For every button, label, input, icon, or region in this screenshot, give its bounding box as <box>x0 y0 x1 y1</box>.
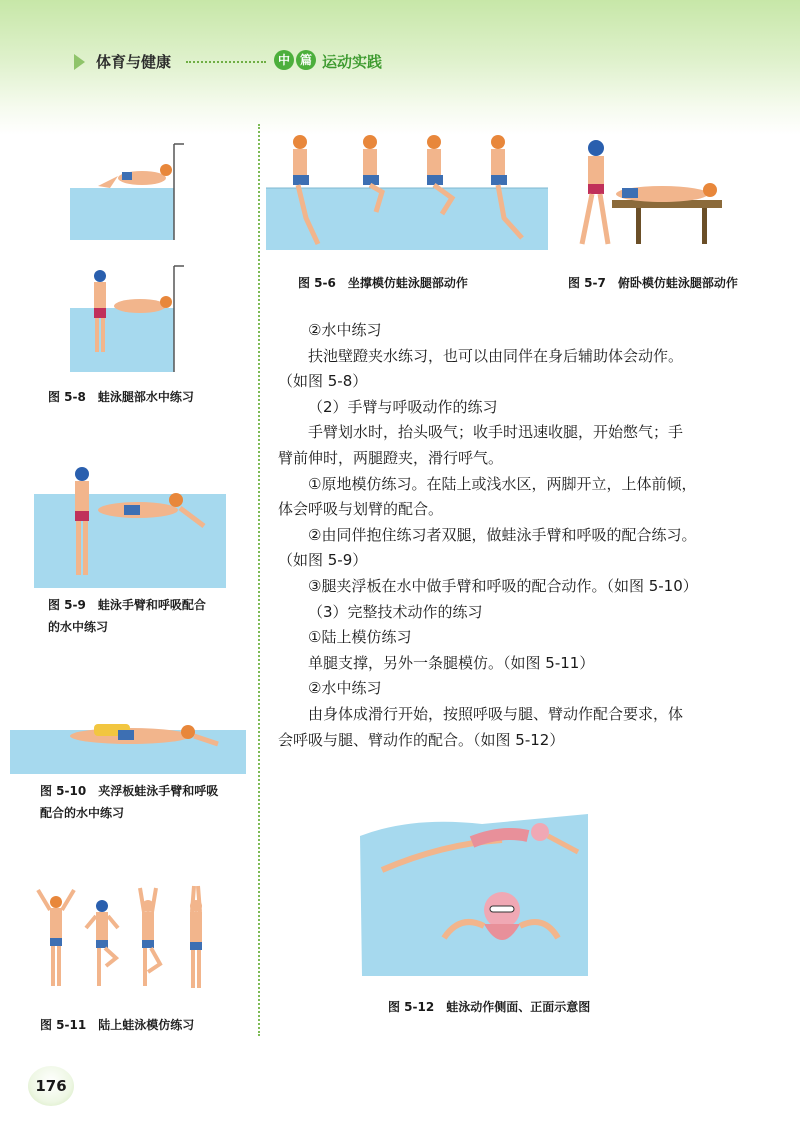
figure-5-6-illustration <box>266 128 548 250</box>
figure-5-11-illustration <box>34 884 230 1000</box>
paragraph: 由身体成滑行开始，按照呼吸与腿、臂动作配合要求，体 <box>308 704 684 723</box>
paragraph: ③腿夹浮板在水中做手臂和呼吸的配合动作。（如图 5-10） <box>308 576 698 595</box>
paragraph: 体会呼吸与划臂的配合。 <box>278 500 444 519</box>
column-divider <box>258 124 260 1036</box>
paragraph: 扶池壁蹬夹水练习，也可以由同伴在身后辅助体会动作。 <box>308 346 684 365</box>
page-number: 176 <box>28 1066 74 1106</box>
figure-5-9-illustration <box>34 460 226 588</box>
paragraph: ①原地模仿练习。在陆上或浅水区，两脚开立，上体前倾， <box>308 474 697 493</box>
header-dotted-divider <box>186 61 266 63</box>
paragraph: 臂前伸时，两腿蹬夹，滑行呼气。 <box>278 448 504 467</box>
paragraph: ①陆上模仿练习 <box>308 628 412 647</box>
body-text <box>278 318 748 753</box>
paragraph: 单腿支撑，另外一条腿模仿。（如图 5-11） <box>308 653 595 672</box>
paragraph: ②水中练习 <box>308 321 382 339</box>
figure-5-7-illustration <box>552 134 730 250</box>
book-title: 体育与健康 <box>96 53 172 71</box>
caption-figure-5-10-line1: 图 5-10 夹浮板蛙泳手臂和呼吸 <box>40 784 219 798</box>
section-title: 运动实践 <box>322 53 383 71</box>
paragraph: （如图 5-8） <box>278 372 368 391</box>
subheading: （2）手臂与呼吸动作的练习 <box>308 397 498 416</box>
caption-figure-5-9-line2: 的水中练习 <box>48 620 109 634</box>
figure-5-8b-illustration <box>70 262 190 372</box>
caption-figure-5-10-line2: 配合的水中练习 <box>40 806 125 820</box>
paragraph: ②水中练习 <box>308 679 382 698</box>
paragraph: ②由同伴抱住练习者双腿，做蛙泳手臂和呼吸的配合练习。 <box>308 525 697 544</box>
paragraph: （如图 5-9） <box>278 551 368 570</box>
header-arrow-icon <box>74 54 85 70</box>
caption-figure-5-8: 图 5-8 蛙泳腿部水中练习 <box>48 390 194 404</box>
section-badge-part: 篇 <box>296 50 316 70</box>
figure-5-8a-illustration <box>70 140 190 240</box>
figure-5-10-illustration <box>10 710 246 774</box>
caption-figure-5-6: 图 5-6 坐撑模仿蛙泳腿部动作 <box>298 276 468 290</box>
paragraph: 手臂划水时，抬头吸气；收手时迅速收腿，开始憋气；手 <box>308 423 684 442</box>
figure-5-12-illustration <box>352 806 596 976</box>
section-badge-middle: 中 <box>274 50 294 70</box>
paragraph: 会呼吸与腿、臂动作的配合。（如图 5-12） <box>278 730 565 749</box>
subheading: （3）完整技术动作的练习 <box>308 602 483 621</box>
caption-figure-5-9-line1: 图 5-9 蛙泳手臂和呼吸配合 <box>48 598 206 612</box>
caption-figure-5-12: 图 5-12 蛙泳动作侧面、正面示意图 <box>388 1000 591 1014</box>
caption-figure-5-7: 图 5-7 俯卧模仿蛙泳腿部动作 <box>568 276 738 290</box>
caption-figure-5-11: 图 5-11 陆上蛙泳模仿练习 <box>40 1018 195 1032</box>
